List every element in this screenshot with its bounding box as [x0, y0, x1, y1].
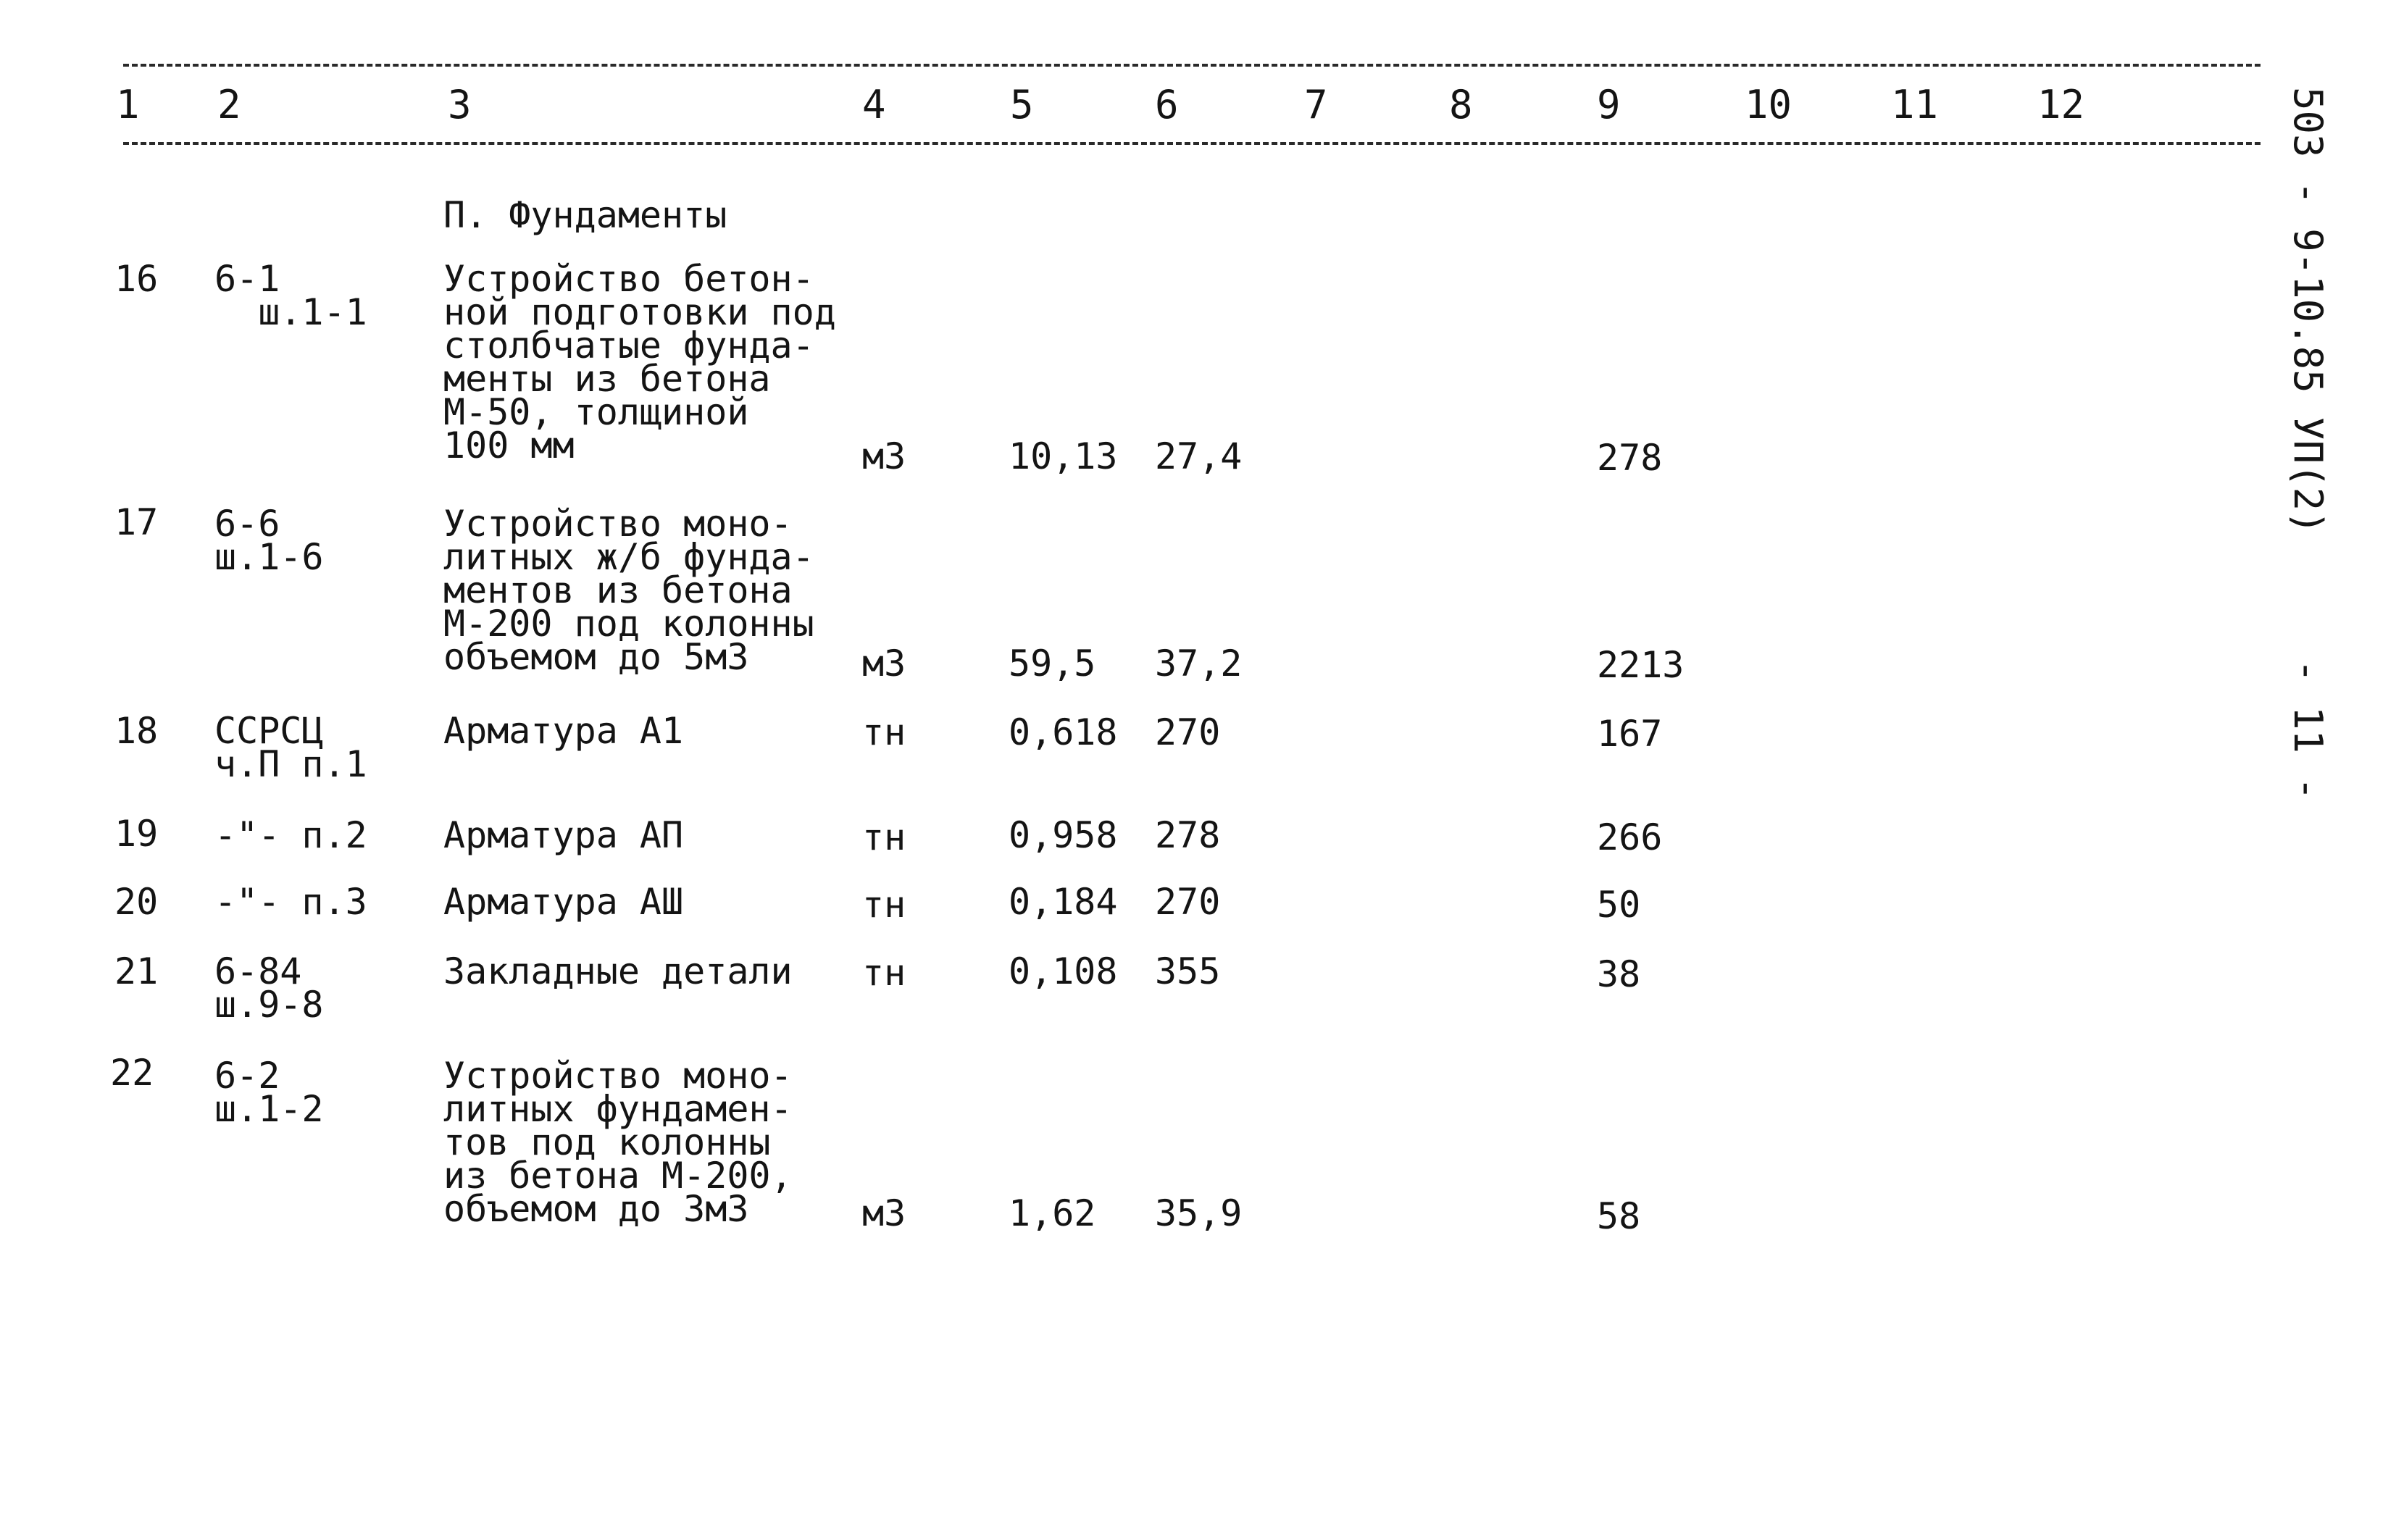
row-total: 38: [1597, 953, 1641, 995]
row-quantity: 0,618: [1009, 711, 1118, 753]
section-title: П. Фундаменты: [443, 194, 727, 236]
row-unit: тн: [862, 711, 906, 753]
row-unit: тн: [862, 816, 906, 858]
row-description: Устройство моно- литных ж/б фунда- ментов из бетона М-200 под колонны объемом до 5м3: [443, 503, 814, 678]
col-header-4: 4: [862, 82, 886, 127]
row-total: 266: [1597, 816, 1663, 858]
col-header-11: 11: [1891, 82, 1939, 127]
row-total: 50: [1597, 884, 1641, 926]
row-unit: м3: [862, 643, 906, 685]
col-header-1: 1: [116, 82, 140, 127]
row-number: 21: [114, 950, 159, 992]
row-unit: тн: [862, 884, 906, 926]
row-code: 6-84 ш.9-8: [214, 950, 324, 1026]
page-number: - 11 -: [2285, 659, 2331, 801]
row-total: 167: [1597, 713, 1663, 755]
col-header-8: 8: [1449, 82, 1473, 127]
header-top-rule: [123, 64, 2261, 67]
row-quantity: 59,5: [1009, 643, 1096, 685]
row-price: 278: [1155, 814, 1221, 856]
row-quantity: 10,13: [1009, 435, 1118, 477]
row-number: 17: [114, 501, 159, 543]
row-description: Арматура АШ: [443, 881, 684, 923]
col-header-5: 5: [1010, 82, 1034, 127]
row-price: 27,4: [1155, 435, 1243, 477]
row-code: 6-2 ш.1-2: [214, 1055, 324, 1130]
row-description: Устройство моно- литных фундамен- тов под колонны из бетона М-200, объемом до 3м3: [443, 1055, 793, 1230]
row-quantity: 0,108: [1009, 950, 1118, 992]
row-description: Закладные детали: [443, 950, 793, 992]
row-total: 278: [1597, 437, 1663, 479]
row-description: Арматура АП: [443, 814, 684, 856]
col-header-12: 12: [2037, 82, 2085, 127]
row-description: Арматура А1: [443, 710, 684, 752]
document-code: 503 - 9-10.85 УП(2): [2285, 87, 2331, 535]
row-unit: тн: [862, 952, 906, 994]
row-code: ССРСЦ ч.П п.1: [214, 710, 367, 785]
row-quantity: 1,62: [1009, 1192, 1096, 1234]
row-number: 22: [110, 1052, 154, 1094]
row-number: 18: [114, 710, 159, 752]
row-code: 6-6 ш.1-6: [214, 503, 324, 578]
col-header-9: 9: [1597, 82, 1621, 127]
col-header-3: 3: [448, 82, 472, 127]
row-unit: м3: [862, 435, 906, 477]
row-total: 2213: [1597, 644, 1685, 686]
row-number: 20: [114, 881, 159, 923]
row-code: -"- п.3: [214, 881, 367, 923]
row-quantity: 0,184: [1009, 881, 1118, 923]
row-unit: м3: [862, 1192, 906, 1234]
row-price: 270: [1155, 711, 1221, 753]
header-bottom-rule: [123, 142, 2261, 145]
col-header-2: 2: [217, 82, 241, 127]
row-price: 270: [1155, 881, 1221, 923]
row-code: -"- п.2: [214, 814, 367, 856]
row-price: 355: [1155, 950, 1221, 992]
row-number: 19: [114, 813, 159, 855]
row-price: 35,9: [1155, 1192, 1243, 1234]
row-total: 58: [1597, 1195, 1641, 1237]
col-header-7: 7: [1304, 82, 1328, 127]
row-description: Устройство бетон- ной подготовки под столбчатые фунда- менты из бетона М-50, толщиной 100 мм: [443, 258, 836, 466]
col-header-10: 10: [1745, 82, 1792, 127]
row-code: 6-1 ш.1-1: [214, 258, 367, 333]
row-price: 37,2: [1155, 643, 1243, 685]
row-quantity: 0,958: [1009, 814, 1118, 856]
col-header-6: 6: [1155, 82, 1179, 127]
row-number: 16: [114, 258, 159, 300]
